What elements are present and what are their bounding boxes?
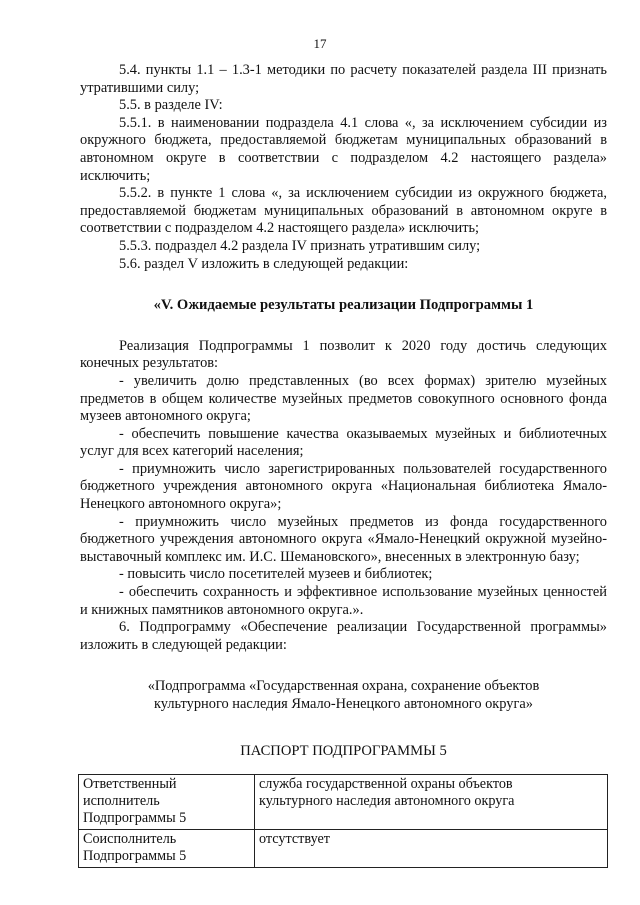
cell-line: Подпрограммы 5 xyxy=(83,810,187,827)
document-body xyxy=(80,62,607,868)
passport-table xyxy=(78,774,608,868)
table-cell-label xyxy=(79,830,255,868)
cell-line: отсутствует xyxy=(259,831,330,848)
result-item: - обеспечить повышение качества оказываемых музейных и библиотечных услуг для всех категорий населения; xyxy=(80,425,607,460)
cell-line: Подпрограммы 5 xyxy=(83,848,187,865)
paragraph-5-5-3: 5.5.3. подраздел 4.2 раздела IV признать утратившим силу; xyxy=(119,237,481,254)
section-heading: «V. Ожидаемые результаты реализации Подпрограммы 1 xyxy=(153,297,534,314)
paragraph-5-4: 5.4. пункты 1.1 – 1.3-1 методики по расчету показателей раздела III признать утратившими силу; xyxy=(80,62,607,96)
cell-line: Соисполнитель xyxy=(83,831,177,848)
result-item: - обеспечить сохранность и эффективное использование музейных ценностей и книжных памятников автономного округа.». xyxy=(80,584,607,618)
page-number: 17 xyxy=(313,36,327,51)
cell-line: Ответственный xyxy=(83,776,177,793)
table-cell-label xyxy=(79,775,255,830)
paragraph-5-6: 5.6. раздел V изложить в следующей редакции: xyxy=(119,255,409,272)
cell-line: служба государственной охраны объектов xyxy=(259,776,513,793)
table-cell-value xyxy=(255,830,608,868)
table-row xyxy=(79,775,608,830)
paragraph-5-5-1: 5.5.1. в наименовании подраздела 4.1 слова «, за исключением субсидии из окружного бюджета, предоставляемой бюджетам муниципальных образований в автономном округе в соответствии с подразделом 4.2 настоящего раздела» исключить; xyxy=(80,114,607,184)
subprogram-title-line: «Подпрограмма «Государственная охрана, сохранение объектов xyxy=(147,678,540,695)
subprogram-title xyxy=(80,678,607,713)
results-intro: Реализация Подпрограммы 1 позволит к 2020 году достичь следующих конечных результатов: xyxy=(80,337,607,372)
result-item: - повысить число посетителей музеев и библиотек; xyxy=(119,566,433,583)
cell-line: исполнитель xyxy=(83,793,160,810)
cell-line: культурного наследия автономного округа xyxy=(259,793,515,810)
result-item: - приумножить число музейных предметов из фонда государственного бюджетного учреждения автономного округа «Ямало-Ненецкий окружной музейно-выставочный комплекс им. И.С. Шемановского», внесенных в электронную базу; xyxy=(80,513,607,565)
table-row xyxy=(79,830,608,868)
result-item: - увеличить долю представленных (во всех формах) зрителю музейных предметов в общем количестве музейных предметов совокупного основного фонда музеев автономного округа; xyxy=(80,372,607,425)
table-cell-value xyxy=(255,775,608,830)
paragraph-5-5: 5.5. в разделе IV: xyxy=(119,97,223,114)
passport-title: ПАСПОРТ ПОДПРОГРАММЫ 5 xyxy=(240,742,447,759)
paragraph-5-5-2: 5.5.2. в пункте 1 слова «, за исключением субсидии из окружного бюджета, предоставляемой бюджетам муниципальных образований в автономном округе в соответствии с подразделом 4.2 настоящего раздела» исключить; xyxy=(80,185,607,237)
paragraph-6: 6. Подпрограмму «Обеспечение реализации Государственной программы» изложить в следующей редакции: xyxy=(80,619,607,653)
subprogram-title-line: культурного наследия Ямало-Ненецкого автономного округа» xyxy=(154,696,533,712)
result-item: - приумножить число зарегистрированных пользователей государственного бюджетного учреждения автономного округа «Национальная библиотека Ямало-Ненецкого автономного округа»; xyxy=(80,460,607,513)
